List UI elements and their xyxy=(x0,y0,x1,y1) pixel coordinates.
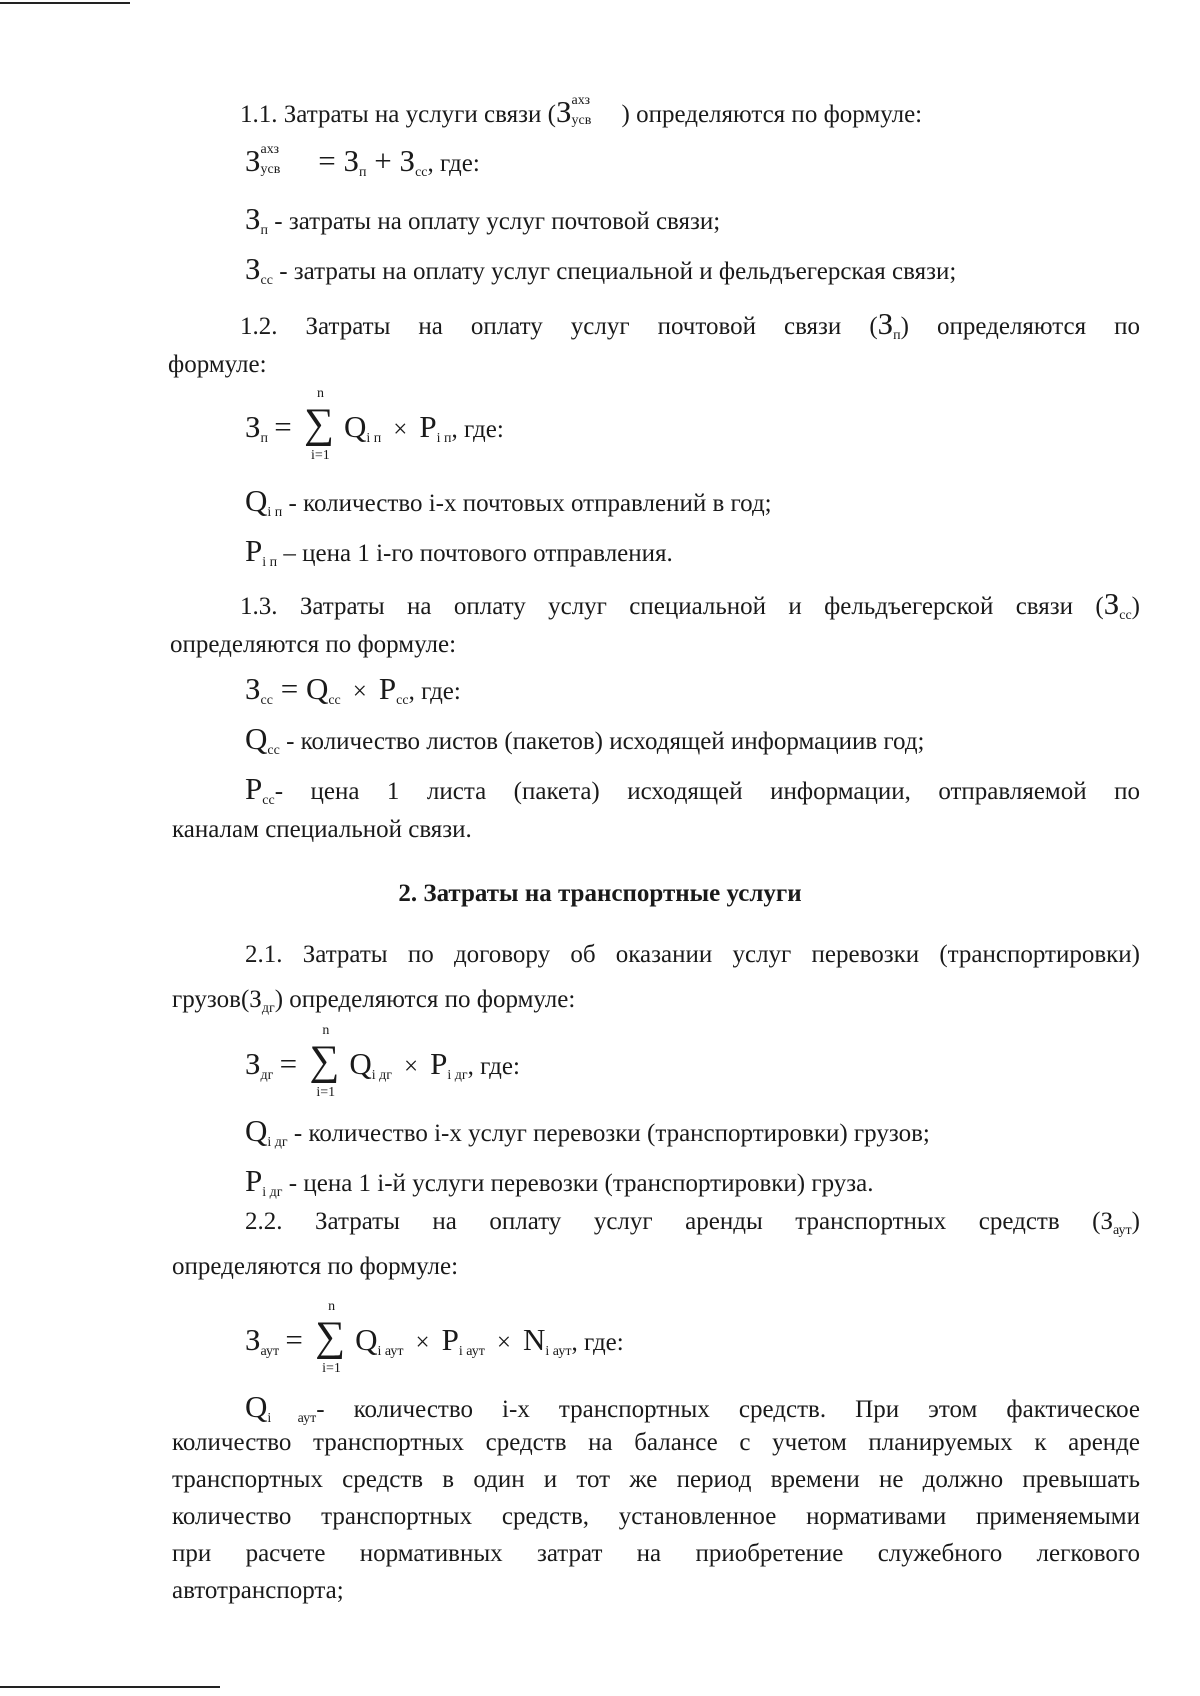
p21-def-p: $P_{i дг}$ - цена 1 i-й услуги перевозки (транспортировки) груза. xyxy=(245,1163,874,1200)
p11-intro: 1.1. Затраты на услуги связи (З ахз усв ) определяются по формуле: xyxy=(240,93,923,129)
p22-intro: 2.2. Затраты на оплату услуг аренды транспортных средств $(З_{аут})$ xyxy=(245,1208,1140,1238)
p22-line: количество транспортных средств, установленное нормативами применяемыми xyxy=(172,1503,1140,1530)
p12-formula: $З_п$ = n ∑ i=1 $Q_{i п} \times P_{i п}$, где: xyxy=(245,386,504,463)
p22-formula: $З_{аут}$ = n ∑ i=1 $Q_{i аут} \times P_{i аут} \times N_{i аут}$, где: xyxy=(245,1299,624,1376)
p13-formula: $З_{сс} = Q_{сс} \times P_{сс}$, где: xyxy=(245,671,461,708)
p12-intro: 1.2. Затраты на оплату услуг почтовой связи $(З_п)$ определяются по xyxy=(240,306,1140,343)
p11-formula: З ахз усв = $З_п + З_{сс}$, где: xyxy=(245,142,480,180)
p13-def-p-cont: каналам специальной связи. xyxy=(172,816,472,843)
p21-def-q: $Q_{i дг}$ - количество i-х услуг перевозки (транспортировки) грузов; xyxy=(245,1113,930,1150)
p22-last-line: автотранспорта; xyxy=(172,1577,344,1604)
p22-line: транспортных средств в один и тот же период времени не должно превышать xyxy=(172,1466,1140,1493)
p12-intro-cont: формуле: xyxy=(168,351,267,378)
p12-def-p: $P_{i п}$ – цена 1 i-го почтового отправления. xyxy=(245,533,673,570)
p11-def-zss: $З_{сс}$ - затраты на оплату услуг специальной и фельдъегерская связи; xyxy=(245,251,957,288)
p21-intro-cont: $грузов(З_{дг})$ определяются по формуле: xyxy=(172,986,576,1016)
section-2-heading: 2. Затраты на транспортные услуги xyxy=(398,880,802,907)
p21-formula: $З_{дг}$ = n ∑ i=1 $Q_{i дг} \times P_{i дг}$, где: xyxy=(245,1023,520,1100)
p13-intro-cont: определяются по формуле: xyxy=(170,631,457,658)
p12-def-q: $Q_{i п}$ - количество i-х почтовых отправлений в год; xyxy=(245,483,772,520)
top-rule xyxy=(0,2,130,4)
p21-intro: 2.1. Затраты по договору об оказании услуг перевозки (транспортировки) xyxy=(245,941,1140,968)
sum-sign: n ∑ i=1 xyxy=(304,386,334,463)
sum-sign: n ∑ i=1 xyxy=(315,1299,346,1376)
p11-def-zp: $З_п$ - затраты на оплату услуг почтовой связи; xyxy=(245,201,721,238)
sum-sign: n ∑ i=1 xyxy=(309,1023,340,1100)
p13-def-p: $P_{сс}-$ цена 1 листа (пакета) исходящей информации, отправляемой по xyxy=(245,771,1140,808)
bottom-rule xyxy=(0,1686,220,1688)
p22-intro-cont: определяются по формуле: xyxy=(172,1253,459,1280)
p22-line: при расчете нормативных затрат на приобретение служебного легкового xyxy=(172,1540,1140,1567)
p22-def-q: $Q_{i аут}-$ количество i-х транспортных средств. При этом фактическое xyxy=(245,1389,1140,1426)
p13-def-q: $Q_{сс}$ - количество листов (пакетов) исходящей информациив год; xyxy=(245,721,925,758)
p22-line: количество транспортных средств на балансе с учетом планируемых к аренде xyxy=(172,1429,1140,1456)
p13-intro: 1.3. Затраты на оплату услуг специальной и фельдъегерской связи $(З_{сс})$ xyxy=(240,586,1140,623)
